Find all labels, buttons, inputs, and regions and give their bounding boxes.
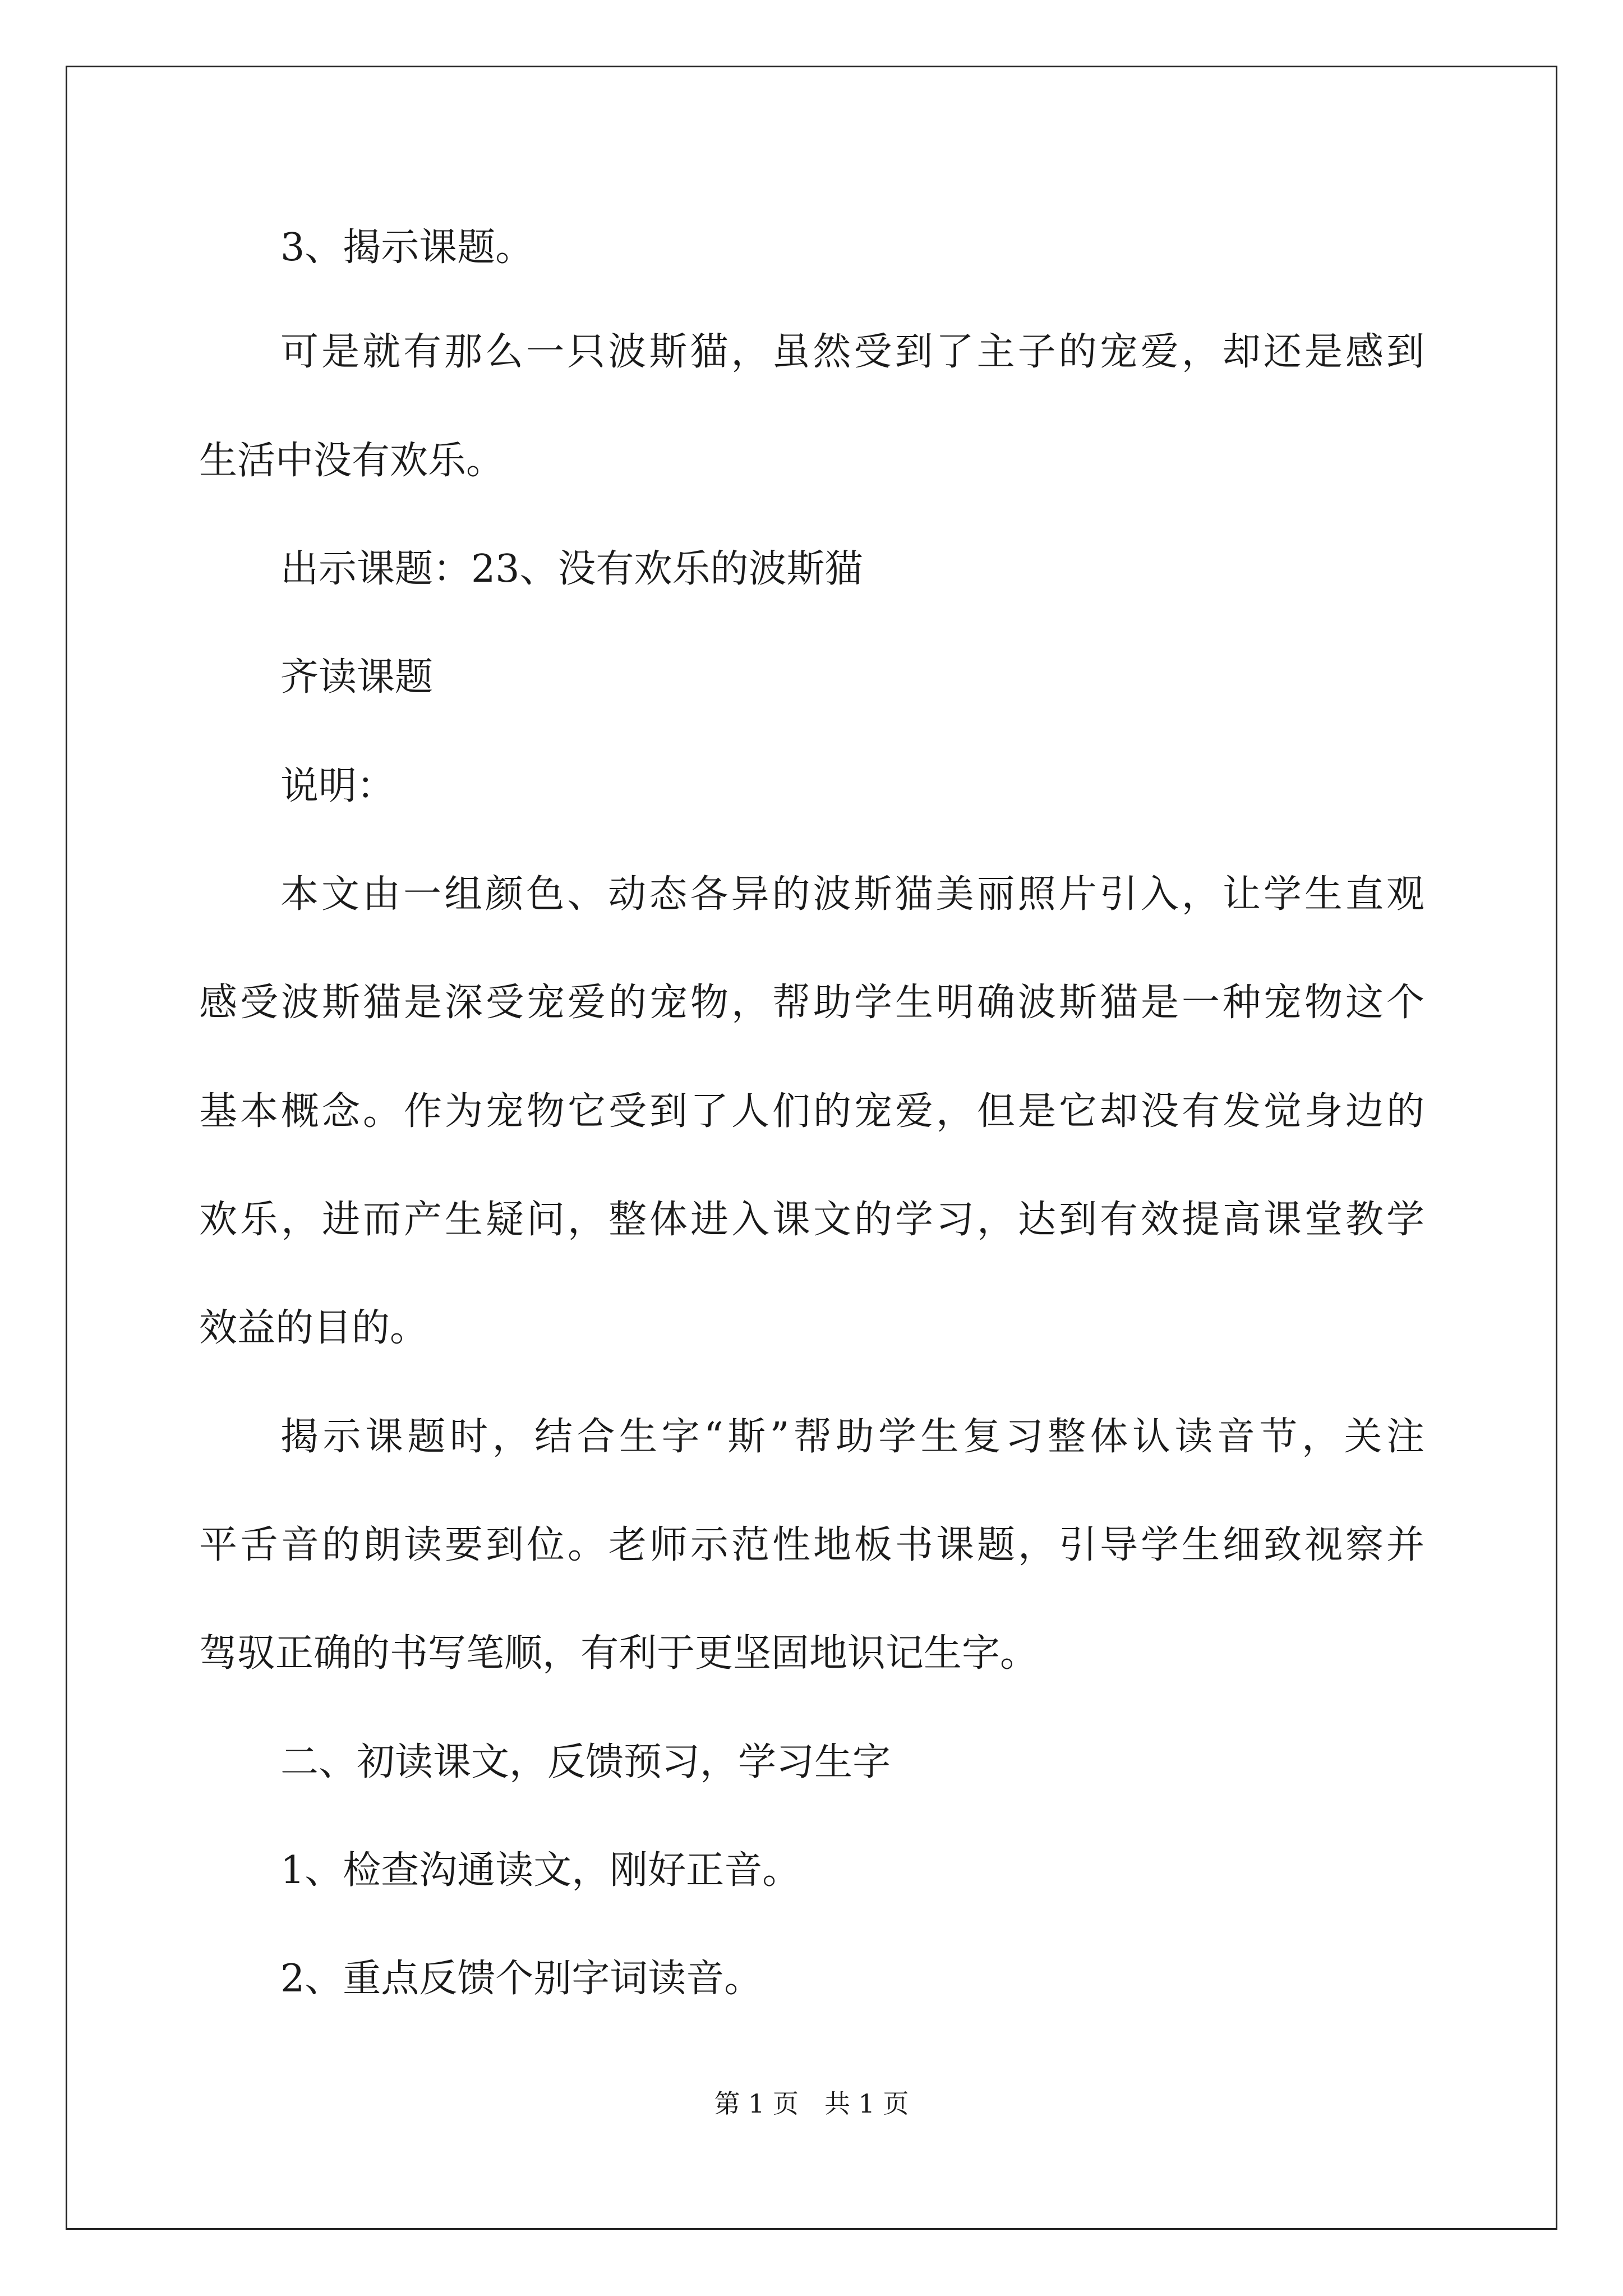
page-number: 第 1 页 共 1 页 [714,2088,909,2119]
text-line: 1、检查沟通读文，刚好正音。 [280,1848,801,1893]
text-line: 平舌音的朗读要到位。老师示范性地板书课题，引导学生细致视察并 [199,1523,1424,1567]
text-line: 驾驭正确的书写笔顺，有利于更坚固地识记生字。 [199,1631,1039,1676]
text-line: 齐读课题 [280,655,434,700]
text-line: 欢乐，进而产生疑问，整体进入课文的学习，达到有效提高课堂教学 [199,1198,1424,1242]
text-line: 3、揭示课题。 [280,226,534,270]
text-line: 出示课题：23、没有欢乐的波斯猫 [280,547,863,591]
text-line: 说明： [280,764,395,808]
text-line: 本文由一组颜色、动态各异的波斯猫美丽照片引入，让学生直观 [280,872,1424,917]
text-line: 可是就有那么一只波斯猫，虽然受到了主子的宠爱，却还是感到 [280,330,1424,374]
text-line: 二、初读课文，反馈预习，学习生字 [280,1740,891,1784]
page-border [66,66,1557,2230]
text-line: 感受波斯猫是深受宠爱的宠物，帮助学生明确波斯猫是一种宠物这个 [199,981,1424,1025]
text-line: 基本概念。作为宠物它受到了人们的宠爱，但是它却没有发觉身边的 [199,1089,1424,1134]
text-line: 揭示课题时，结合生字“斯”帮助学生复习整体认读音节，关注 [280,1415,1424,1459]
text-line: 效益的目的。 [199,1306,428,1350]
text-line: 2、重点反馈个别字词读音。 [280,1957,763,2001]
text-line: 生活中没有欢乐。 [199,439,505,483]
